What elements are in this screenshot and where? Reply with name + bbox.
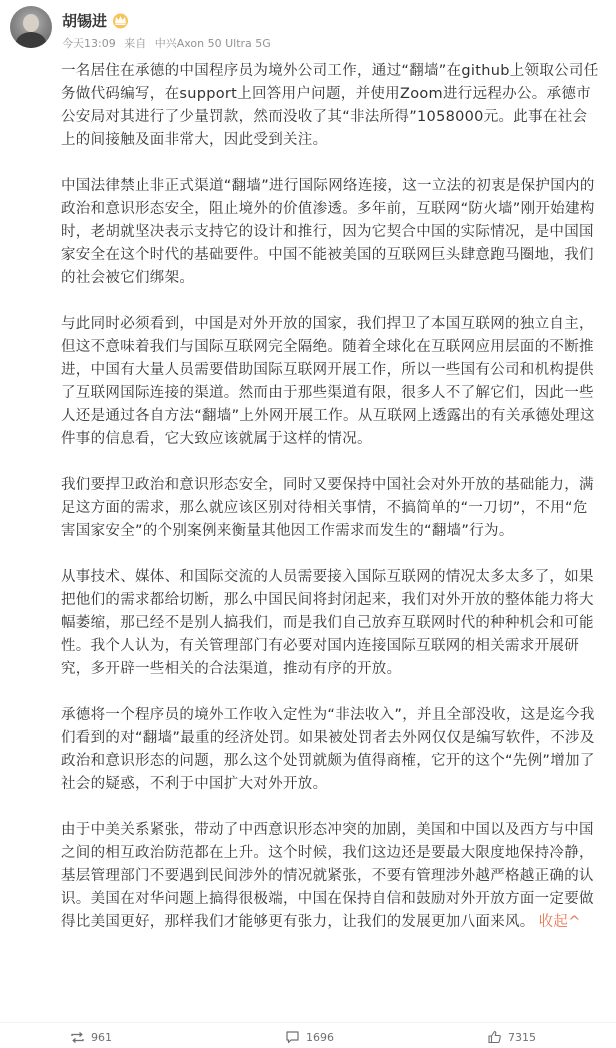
repost-count: 961: [91, 1030, 112, 1044]
like-icon: [487, 1030, 502, 1044]
paragraph-3: 与此同时必须看到，中国是对外开放的国家，我们捍卫了本国互联网的独立自主，但这不意味着我们与国际互联网完全隔绝。随着全球化在互联网应用层面的不断推进，中国有大量人员需要借助国际互联网开展工作，所以一些国有公司和机构提供了互联网国际连接的渠道。然而由于那些渠道有限，很多人不了解它们，因此一些人还是通过各自方法“翻墙”上外网开展工作。从互联网上透露出的有关承德处理这件事的信息看，它大致应该就属于这样的情况。: [61, 316, 595, 447]
repost-button[interactable]: [70, 1029, 112, 1045]
like-count: 7315: [508, 1030, 536, 1044]
paragraph-2: 中国法律禁止非正式渠道“翻墙”进行国际网络连接，这一立法的初衷是保护国内的政治和意识形态安全，阻止境外的价值渗透。多年前，互联网“防火墙”刚开始建构时，老胡就坚决表示支持它的设计和推行，因为它契合中国的实际情况，是中国国家安全在这个时代的基础要件。中国不能被美国的互联网巨头肆意跑马圈地，我们的社会被它们绑架。: [61, 178, 595, 286]
collapse-link[interactable]: 收起^: [538, 914, 581, 930]
avatar-body: [16, 32, 46, 48]
post-content: [61, 60, 601, 934]
action-bar: [0, 1023, 616, 1048]
paragraph-7-text: 由于中美关系紧张，带动了中西意识形态冲突的加剧，美国和中国以及西方与中国之间的相互政治防范都在上升。这个时候，我们这边还是要最大限度地保持冷静，基层管理部门不要遇到民间涉外的情况就紧张，不要有管理涉外越严格越正确的认识。美国在对华问题上搞得很极端，中国在保持自信和鼓励对外开放方面一定要做得比美国更好，那样我们才能够更有张力，让我们的发展更加八面来风。: [61, 822, 594, 930]
post-meta: [62, 37, 276, 51]
comment-icon: [285, 1030, 300, 1044]
avatar[interactable]: [10, 6, 52, 48]
paragraph-4: 我们要捍卫政治和意识形态安全，同时又要保持中国社会对外开放的基础能力，满足这方面的需求，那么就应该区别对待相关事情，不搞简单的“一刀切”，不用“危害国家安全”的个别案例来衡量其他因工作需求而发生的“翻墙”行为。: [61, 477, 594, 539]
comment-button[interactable]: [285, 1029, 334, 1045]
post-time[interactable]: 今天13:09: [62, 37, 116, 50]
vip-crown-icon[interactable]: [111, 12, 130, 29]
repost-icon: [70, 1031, 85, 1044]
paragraph-5: 从事技术、媒体、和国际交流的人员需要接入国际互联网的情况太多太多了，如果把他们的需求都给切断，那么中国民间将封闭起来，我们对外开放的整体能力将大幅萎缩，那已经不是别人搞我们，而是我们自己放弃互联网时代的种种机会和可能性。我个人认为，有关管理部门有必要对国内连接国际互联网的相关需求开展研究，多开辟一些相关的合法渠道，推动有序的开放。: [61, 569, 594, 677]
paragraph-6: 承德将一个程序员的境外工作收入定性为“非法收入”，并且全部没收，这是迄今我们看到的对“翻墙”最重的经济处罚。如果被处罚者去外网仅仅是编写软件，不涉及政治和意识形态的问题，那么这个处罚就颇为值得商榷，它开的这个“先例”增加了社会的疑惑，不利于中国扩大对外开放。: [61, 707, 595, 792]
avatar-face: [23, 14, 39, 32]
post-source: 中兴Axon 50 Ultra 5G: [154, 37, 271, 50]
paragraph-7: [61, 819, 601, 934]
username[interactable]: 胡锡进: [62, 12, 108, 30]
comment-count: 1696: [306, 1030, 334, 1044]
post-header: [0, 0, 616, 60]
like-button[interactable]: [487, 1029, 536, 1045]
paragraph-1: 一名居住在承德的中国程序员为境外公司工作，通过“翻墙”在github上领取公司任务做代码编写，在support上回答用户问题，并使用Zoom进行远程办公。承德市公安局对其进行了少量罚款，然而没收了其“非法所得”1058000元。此事在社会上的间接触及面非常大，因此受到关注。: [61, 63, 599, 148]
source-prefix: 来自: [124, 37, 147, 50]
